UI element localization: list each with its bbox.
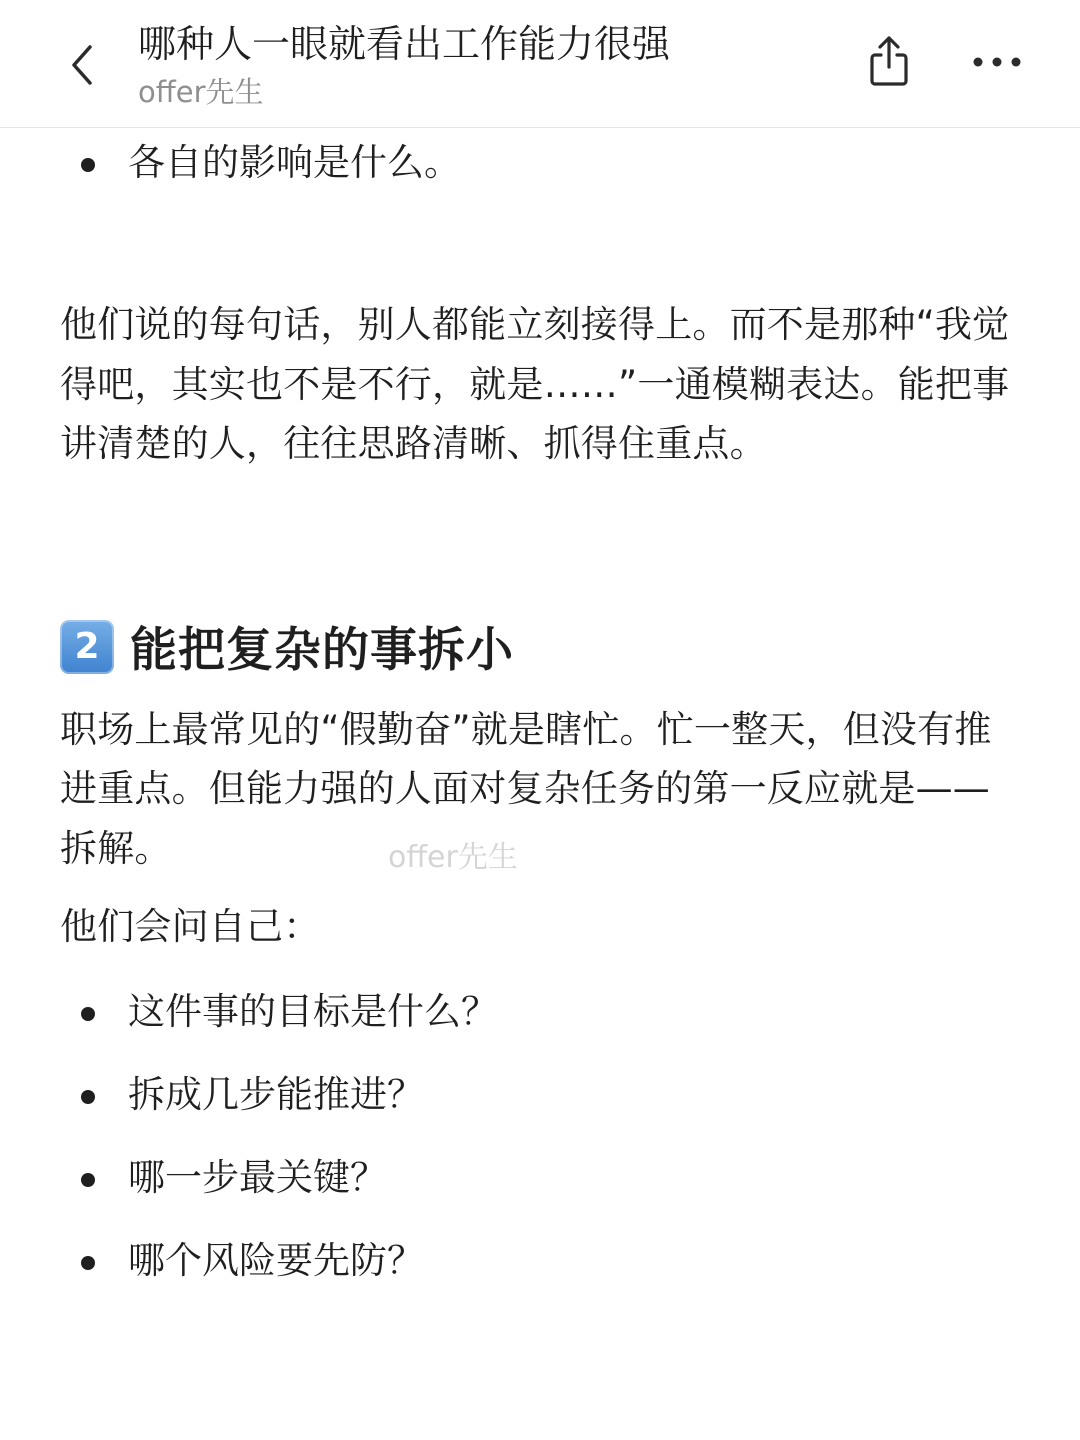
list-item-text: 哪个风险要先防？ — [128, 1238, 424, 1282]
number-badge-icon: 2 — [60, 620, 114, 674]
chevron-left-icon — [68, 43, 98, 87]
top-nav-bar — [0, 0, 1080, 128]
title-block — [138, 18, 670, 112]
list-item-text: 哪一步最关键？ — [128, 1155, 387, 1199]
bullet-icon — [81, 1007, 95, 1021]
more-horizontal-icon — [972, 56, 1022, 68]
list-item-text: 拆成几步能推进？ — [128, 1072, 424, 1116]
list-item-text: 各自的影响是什么。 — [128, 141, 461, 184]
paragraph: 他们说的每句话，别人都能立刻接得上。而不是那种“我觉得吧，其实也不是不行，就是……”一通模糊表达。能把事讲清楚的人，往往思路清晰、抓得住重点。 — [60, 303, 1010, 465]
list-item — [60, 987, 1020, 1037]
back-button[interactable] — [58, 38, 108, 92]
more-button[interactable] — [968, 40, 1026, 84]
section-title: 能把复杂的事拆小 — [130, 623, 514, 678]
page-title: 哪种人一眼就看出工作能力很强 — [138, 22, 671, 66]
paragraph: 职场上最常见的“假勤奋”就是瞎忙。忙一整天，但没有推进重点。但能力强的人面对复杂任务的第一反应就是——拆解。 — [60, 707, 992, 870]
author-name[interactable]: offer先生 — [138, 75, 264, 109]
section-heading — [60, 611, 1020, 683]
share-icon — [867, 35, 911, 87]
watermark: offer先生 — [388, 840, 518, 875]
bullet-icon — [81, 1090, 95, 1104]
bullet-icon — [81, 158, 95, 172]
list-item — [60, 1070, 1020, 1120]
share-button[interactable] — [862, 32, 916, 90]
article-content — [60, 128, 1020, 1286]
bullet-icon — [81, 1173, 95, 1187]
bullet-icon — [81, 1256, 95, 1270]
list-item — [60, 1236, 1020, 1286]
list-item-text: 这件事的目标是什么？ — [128, 989, 498, 1033]
paragraph: 他们会问自己： — [60, 905, 321, 948]
list-item — [60, 1153, 1020, 1203]
list-item — [60, 138, 1020, 188]
